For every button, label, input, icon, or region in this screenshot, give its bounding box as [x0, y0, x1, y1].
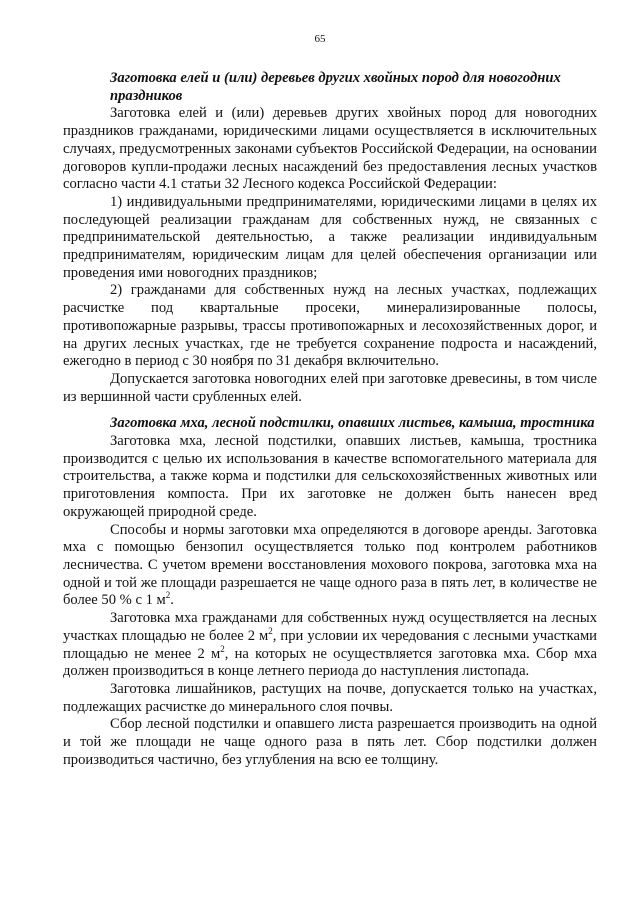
section-title-fir-trees: Заготовка елей и (или) деревьев других хвойных пород для новогодних праздников [110, 70, 561, 104]
paragraph: 2) гражданами для собственных нужд на лесных участках, подлежащих расчистке под квартальные просеки, минерализированные полосы, противопожарные разрывы, трассы противопожарных и лесохозяйственных дорог, и на других лесных участках, где не требуется сохранение подроста и насаждений, ежегодно в период с 30 ноября по 31 декабря включительно. [63, 282, 597, 370]
paragraph-text: , при условии их чередования с лесными участками площадью не менее 2 м [63, 627, 597, 662]
superscript: 2 [165, 590, 171, 601]
paragraph [63, 522, 597, 611]
paragraph: Допускается заготовка новогодних елей при заготовке древесины, в том числе из вершинной части срубленных елей. [63, 370, 597, 405]
paragraph: Заготовка мха, лесной подстилки, опавших листьев, камыша, тростника производится с целью их использования в качестве вспомогательного материала для строительства, а также корма и подстилки для сельскохозяйственных животных или приготовления компоста. При их заготовке не должен быть нанесен вред окружающей природной среде. [63, 433, 597, 520]
paragraph [63, 610, 597, 681]
section-title-moss: Заготовка мха, лесной подстилки, опавших листьев, камыша, тростника [110, 415, 595, 432]
paragraph-text: Заготовка мха гражданами для собственных нужд осуществляется на лесных участках площадью не более 2 м [63, 610, 597, 644]
paragraph-text: Способы и нормы заготовки мха определяются в договоре аренды. Заготовка мха с помощью бензопил осуществляется только под контролем работников лесничества. С учетом времени восстановления мохового покрова, заготовка мха на одной и той же площади разрешается не чаще одного раза в пять лет, в количестве не более 50 % с 1 м [63, 521, 597, 609]
paragraph-period: . [170, 592, 174, 609]
paragraph: Заготовка елей и (или) деревьев других хвойных пород для новогодних праздников гражданами, юридическими лицами осуществляется в исключительных случаях, предусмотренных законами субъектов Российской Федерации, на основании договоров купли-продажи лесных насаждений без предоставления лесных участков согласно части 4.1 статьи 32 Лесного кодекса Российской Федерации: [63, 105, 597, 193]
paragraph: Заготовка лишайников, растущих на почве, допускается только на участках, подлежащих расчистке до минерального слоя почвы. [63, 680, 597, 715]
page-number: 65 [314, 33, 326, 45]
superscript: 2 [220, 643, 225, 654]
superscript: 2 [268, 625, 273, 636]
paragraph: 1) индивидуальными предпринимателями, юридическими лицами в целях их последующей реализации гражданам для собственных нужд, не связанных с предпринимательской деятельностью, а также реализации индивидуальным предпринимателям, юридическим лицам для целей обеспечения организации или проведения ими новогодних праздников; [63, 193, 597, 281]
page-content [63, 70, 597, 769]
paragraph: Сбор лесной подстилки и опавшего листа разрешается производить на одной и той же площади не чаще одного раза в пять лет. Сбор подстилки должен производиться частично, без углубления на всю ее толщину. [63, 716, 597, 768]
paragraph-text: , на которых не осуществляется заготовка мха. Сбор мха должен производиться в конце летнего периода до наступления листопада. [63, 645, 597, 680]
